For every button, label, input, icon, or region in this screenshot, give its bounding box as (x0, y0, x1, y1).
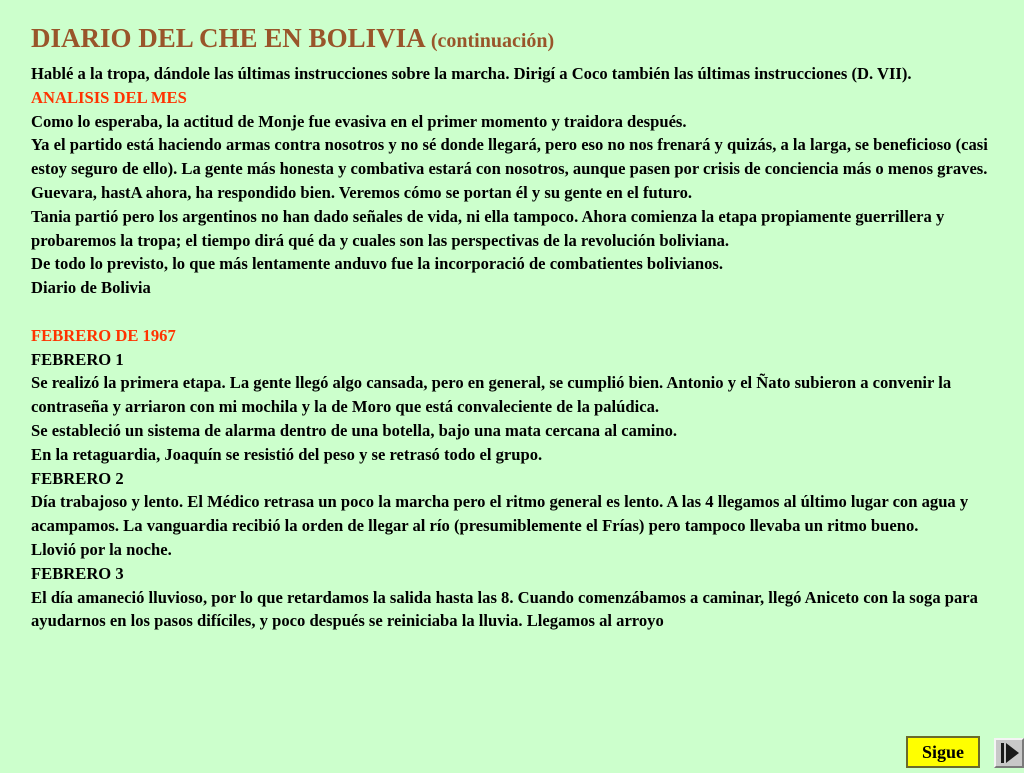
title-main: DIARIO DEL CHE EN BOLIVIA (31, 23, 425, 53)
next-slide-button[interactable] (994, 738, 1024, 768)
next-arrow-icon (994, 738, 1024, 768)
paragraph-previsto: De todo lo previsto, lo que más lentamente anduvo fue la incorporació de combatientes bolivianos. (31, 254, 724, 274)
day-heading-3: FEBRERO 3 (31, 563, 124, 583)
page-title (31, 22, 554, 57)
paragraph-intro: Hablé a la tropa, dándole las últimas instrucciones sobre la marcha. Dirigí a Coco también las últimas instrucciones (D. VII). (31, 64, 912, 83)
diary-text (31, 62, 1011, 633)
paragraph-partido: Ya el partido está haciendo armas contra nosotros y no sé donde llegará, pero eso no nos frenará y quizás, a la larga, se beneficioso (casi estoy seguro de ello). La gente más honesta y combativa estará con nosotros, aunque pasen por crisis de conciencia más o menos graves. (31, 135, 988, 179)
day-heading-2: FEBRERO 2 (31, 468, 124, 488)
paragraph-guevara: Guevara, hastA ahora, ha respondido bien. Veremos cómo se portan él y su gente en el futuro. (31, 182, 693, 202)
sigue-button-label: Sigue (921, 741, 964, 762)
paragraph-day1-etapa: Se realizó la primera etapa. La gente llegó algo cansada, pero en general, se cumplió bien. Antonio y el Ñato subieron a convenir la contraseña y arriaron con mi mochila y la de Moro que está convaleciente de la palúdica. (31, 373, 952, 417)
sigue-button[interactable] (906, 736, 980, 768)
paragraph-day2-marcha: Día trabajoso y lento. El Médico retrasa un poco la marcha pero el ritmo general es lento. A las 4 llegamos al último lugar con agua y acampamos. La vanguardia recibió la orden de llegar al río (presumiblemente el Frías) pero tampoco llevaba un ritmo bueno. (31, 492, 969, 536)
day-heading-1: FEBRERO 1 (31, 349, 124, 369)
title-subtitle: (continuación) (430, 30, 555, 52)
paragraph-day2-lluvia: Llovió por la noche. (31, 539, 172, 559)
paragraph-tania: Tania partió pero los argentinos no han dado señales de vida, ni ella tampoco. Ahora comienza la etapa propiamente guerrillera y probaremos la tropa; el tiempo dirá qué da y cuales son las perspectivas de la revolución boliviana. (31, 206, 945, 250)
paragraph-day1-retaguardia: En la retaguardia, Joaquín se resistió del peso y se retrasó todo el grupo. (31, 444, 543, 464)
section-heading-febrero: FEBRERO DE 1967 (31, 325, 176, 345)
paragraph-monje: Como lo esperaba, la actitud de Monje fue evasiva en el primer momento y traidora después. (31, 111, 687, 131)
paragraph-day3-amanecer: El día amaneció lluvioso, por lo que retardamos la salida hasta las 8. Cuando comenzábamos a caminar, llegó Aniceto con la soga para ayudarnos en los pasos difíciles, y poco después se reiniciaba la lluvia. Llegamos al arroyo (31, 587, 978, 631)
section-heading-analisis: ANALISIS DEL MES (31, 87, 187, 107)
paragraph-day1-alarma: Se estableció un sistema de alarma dentro de una botella, bajo una mata cercana al camino. (31, 420, 678, 440)
paragraph-diario: Diario de Bolivia (31, 278, 151, 298)
blank-line (31, 300, 1011, 324)
